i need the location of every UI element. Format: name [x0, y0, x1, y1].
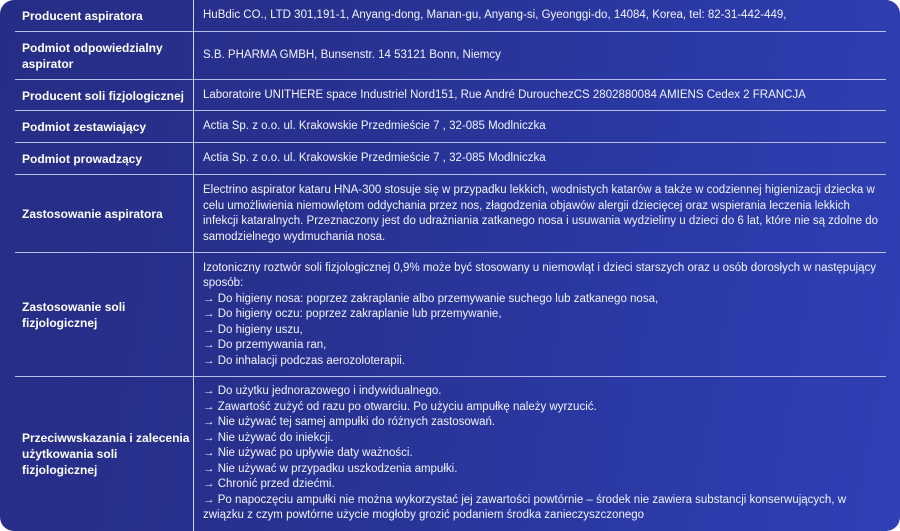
table-row-podmiot-prowadzacy: [0, 143, 900, 175]
list-item: → Nie używać do iniekcji.: [203, 431, 334, 444]
list-item: → Zawartość zużyć od razu po otwarciu. Po użyciu ampułkę należy wyrzucić.: [203, 400, 597, 413]
row-value: Actia Sp. z o.o. ul. Krakowskie Przedmieście 7 , 32-085 Modlniczka: [203, 152, 546, 165]
list-item: → Do higieny uszu,: [203, 323, 303, 336]
table-row-podmiot-odpowiedzialny: [0, 32, 900, 80]
table-row-zastosowanie-soli: [0, 253, 900, 377]
table-row-producent-soli: [0, 80, 900, 111]
list-item: → Do inhalacji podczas aerozoloterapii.: [203, 354, 405, 367]
table-row-podmiot-zestawiajacy: [0, 111, 900, 143]
row-value: Laboratoire UNITHERE space Industriel Nord151, Rue André DurouchezCS 2802880084 AMIENS Cedex 2 FRANCJA: [203, 88, 806, 101]
row-value: Actia Sp. z o.o. ul. Krakowskie Przedmieście 7 , 32-085 Modlniczka: [203, 120, 546, 133]
list-item: → Do użytku jednorazowego i indywidualnego.: [203, 385, 442, 398]
row-label: Podmiot prowadzący: [22, 152, 143, 166]
table-row-przeciwwskazania: [0, 377, 900, 531]
row-label: Producent soli fizjologicznej: [22, 88, 185, 103]
row-value: Electrino aspirator kataru HNA-300 stosuje się w przypadku lekkich, wodnistych katarów a także w codziennej higienizacji dziecka w celu umożliwienia niemowlętom oddychania przez nos, złagodzenia objawów alergii dziecięcej oraz wspierania leczenia lekkich infekcji kataralnych. Przeznaczony jest do udrażniania zatkanego nosa i usuwania wydzieliny u dzieci do 6 lat, które nie są zdolne do samodzielnego wydmuchania nosa.: [203, 184, 879, 243]
list-item: → Do przemywania ran,: [203, 339, 327, 352]
list-item: → Do higieny nosa: poprzez zakraplanie albo przemywanie suchego lub zatkanego nosa,: [203, 292, 659, 305]
list-item: → Nie używać po upływie daty ważności.: [203, 447, 413, 460]
list-item: → Chronić przed dziećmi.: [203, 478, 335, 491]
row-value: [203, 253, 880, 377]
list-item: → Po napoczęciu ampułki nie można wykorzystać jej zawartości powtórnie – środek nie zawiera substancji konserwujących, w związku z czym powtórne użycie mogłoby grozić podaniem środka zanieczyszczonego: [203, 493, 847, 522]
list-item: → Nie używać tej samej ampułki do różnych zastosowań.: [203, 416, 496, 429]
row-label: Podmiot zestawiający: [22, 120, 147, 134]
row-label: Zastosowanie soli fizjologicznej: [22, 300, 126, 330]
row-value: [203, 377, 880, 531]
table-row-producent-aspiratora: [0, 0, 900, 32]
row-value: S.B. PHARMA GMBH, Bunsenstr. 14 53121 Bonn, Niemcy: [203, 49, 501, 62]
list-item: → Nie używać w przypadku uszkodzenia ampułki.: [203, 462, 458, 475]
table-row-zastosowanie-aspiratora: [0, 175, 900, 253]
row-label: Podmiot odpowiedzialny aspirator: [22, 41, 163, 71]
row-label: Producent aspiratora: [22, 9, 143, 23]
row-label: Zastosowanie aspiratora: [22, 207, 163, 221]
list-item: → Do higieny oczu: poprzez zakraplanie lub przemywanie,: [203, 308, 502, 321]
row-label: Przeciwwskazania i zalecenia użytkowania soli fizjologicznej: [22, 431, 190, 477]
row-value: HuBdic CO., LTD 301,191-1, Anyang-dong, Manan-gu, Anyang-si, Gyeonggi-do, 14084, Korea, tel: 82-31-442-449,: [203, 9, 787, 22]
row-intro: Izotoniczny roztwór soli fizjologicznej 0,9% może być stosowany u niemowląt i dzieci starszych oraz u osób dorosłych w następujący sposób:: [203, 261, 877, 290]
